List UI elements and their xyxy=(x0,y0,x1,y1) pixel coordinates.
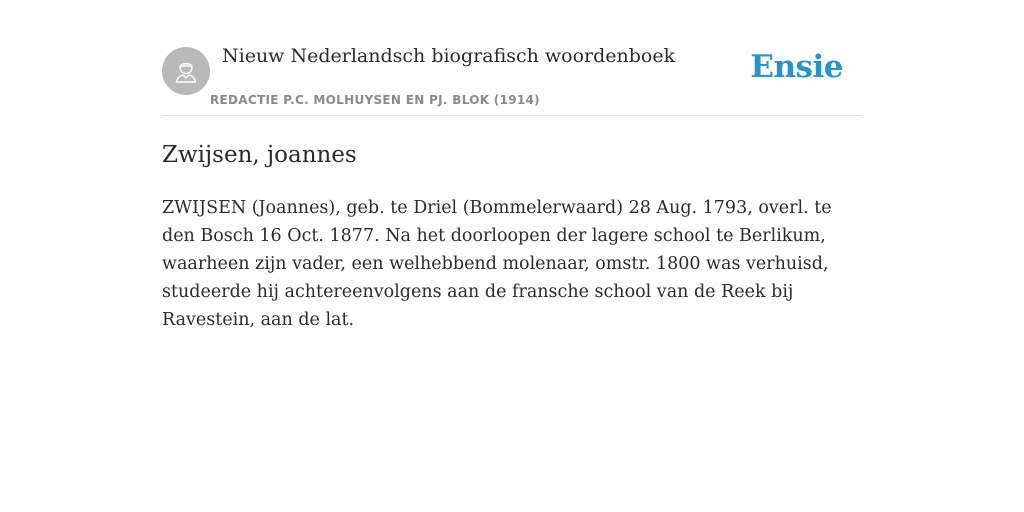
source-header xyxy=(162,0,862,116)
avatar xyxy=(162,47,210,95)
ensie-logo[interactable]: Ensie xyxy=(750,49,843,85)
source-title[interactable]: Nieuw Nederlandsch biografisch woordenboek xyxy=(222,45,676,67)
editors-label: REDACTIE P.C. MOLHUYSEN EN PJ. BLOK (1914) xyxy=(210,93,540,107)
entry-title: Zwijsen, joannes xyxy=(162,142,357,168)
entry-card xyxy=(162,0,862,512)
entry-body: ZWIJSEN (Joannes), geb. te Driel (Bommelerwaard) 28 Aug. 1793, overl. te den Bosch 16 Oct. 1877. Na het doorloopen der lagere school te Berlikum, waarheen zijn vader, een welhebbend molenaar, omstr. 1800 was verhuisd, studeerde hij achtereenvolgens aan de fransche school van de Reek bij Ravestein, aan de lat. xyxy=(162,198,832,330)
user-silhouette-icon xyxy=(171,56,201,86)
